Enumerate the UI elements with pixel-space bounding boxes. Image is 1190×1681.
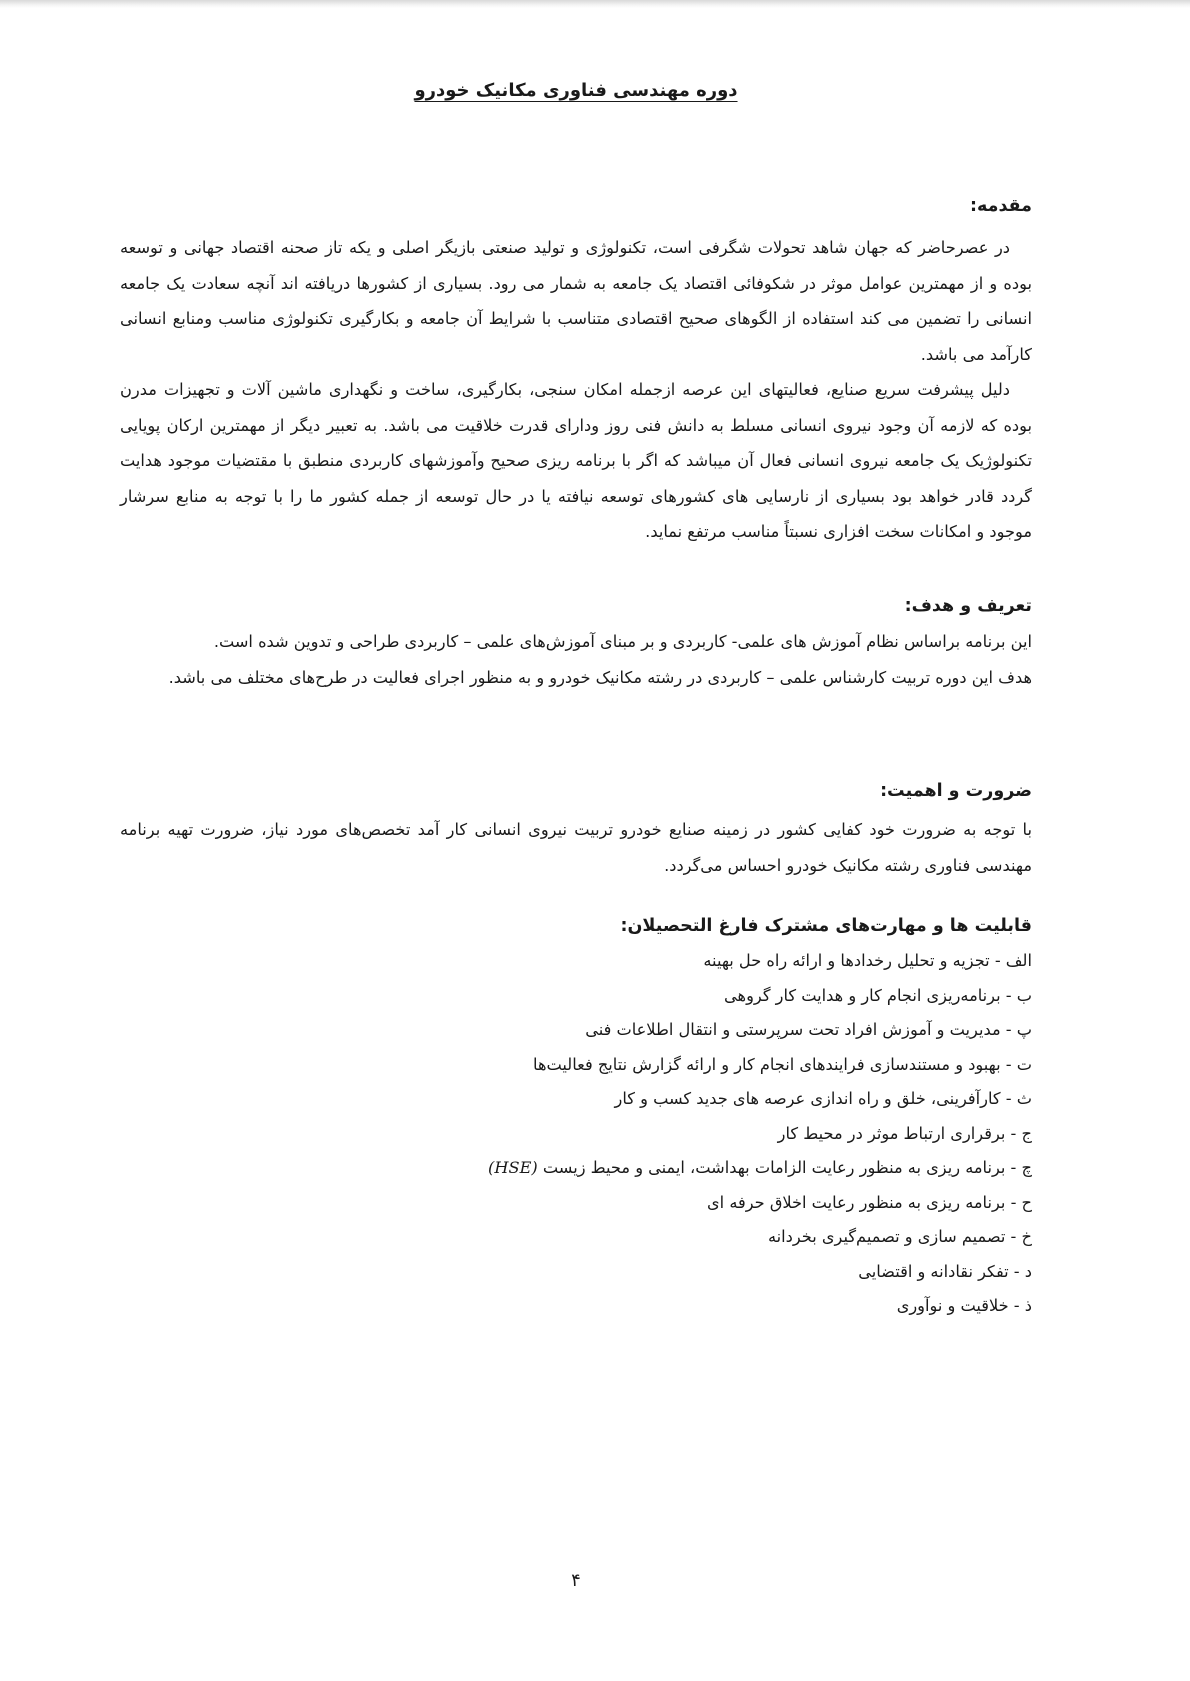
list-item: پ - مدیریت و آموزش افراد تحت سرپرستی و انتقال اطلاعات فنی	[585, 1020, 1032, 1039]
definition-heading: تعریف و هدف:	[904, 596, 1032, 616]
list-item: ث - کارآفرینی، خلق و راه اندازی عرصه های جدید کسب و کار	[614, 1089, 1032, 1108]
necessity-paragraph: با توجه به ضرورت خود کفایی کشور در زمینه صنایع خودرو تربیت نیروی انسانی کار آمد تخصص‌های مورد نیاز، ضرورت تهیه برنامه مهندسی فناوری رشته مکانیک خودرو احساس می‌گردد.	[120, 820, 1032, 875]
intro-paragraph-1: در عصرحاضر که جهان شاهد تحولات شگرفی است، تکنولوژی و تولید صنعتی بازیگر اصلی و یکه تاز صحنه اقتصاد جهانی و توسعه بوده و از مهمترین عوامل موثر در شکوفائی اقتصاد یک جامعه به شمار می رود. بسیاری از کشورها دریافته اند آنچه سعادت یک جامعه انسانی را تضمین می کند استفاده از الگوهای صحیح اقتصادی متناسب با شرایط آن جامعه و بکارگیری تکنولوژی مناسب ومنابع انسانی کارآمد می باشد.	[120, 238, 1032, 364]
skills-heading: قابلیت ها و مهارت‌های مشترک فارغ التحصیلان:	[620, 916, 1032, 936]
list-item: ت - بهبود و مستندسازی فرایندهای انجام کار و ارائه گزارش نتایج فعالیت‌ها	[533, 1054, 1032, 1074]
list-item	[488, 1151, 1032, 1186]
hse-label: (HSE)	[488, 1158, 538, 1177]
necessity-heading: ضرورت و اهمیت:	[880, 781, 1032, 801]
list-item: ح - برنامه ریزی به منظور رعایت اخلاق حرفه ای	[707, 1192, 1032, 1212]
list-item: د - تفکر نقادانه و اقتضایی	[858, 1261, 1032, 1281]
document-page	[120, 0, 1032, 1681]
intro-paragraph-2: دلیل پیشرفت سریع صنایع، فعالیتهای این عرصه ازجمله امکان سنجی، بکارگیری، ساخت و نگهداری ماشین آلات و تجهیزات مدرن بوده که لازمه آن وجود نیروی انسانی مسلط به دانش فنی روز ودارای قدرت خلاقیت می باشد. به تعبیر دیگر از مهمترین ارکان پویایی تکنولوژیک یک جامعه نیروی انسانی فعال آن میباشد که اگر با برنامه ریزی صحیح وآموزشهای کاربردی منطبق با مقتضیات موجود هدایت گردد قادر خواهد بود بسیاری از نارسایی های کشورهای توسعه نیافته یا در حال توسعه از جمله کشور ما را با توجه به منابع سرشار موجود و امکانات سخت افزاری نسبتاً مناسب مرتفع نماید.	[120, 380, 1032, 541]
list-item: ب - برنامه‌ریزی انجام کار و هدایت کار گروهی	[724, 985, 1032, 1005]
list-item: ج - برقراری ارتباط موثر در محیط کار	[777, 1123, 1032, 1143]
definition-paragraph-2: هدف این دوره تربیت کارشناس علمی – کاربردی در رشته مکانیک خودرو و به منظور اجرای فعالیت در طرح‌های مختلف می باشد.	[168, 668, 1032, 687]
list-item-text: چ - برنامه ریزی به منظور رعایت الزامات بهداشت، ایمنی و محیط زیست	[542, 1158, 1032, 1177]
page-title: دوره مهندسی فناوری مکانیک خودرو	[414, 80, 738, 101]
definition-paragraph-1: این برنامه براساس نظام آموزش های علمی- کاربردی و بر مبنای آموزش‌های علمی – کاربردی طراحی و تدوین شده است.	[213, 632, 1032, 651]
list-item: خ - تصمیم سازی و تصمیم‌گیری بخردانه	[767, 1227, 1032, 1246]
intro-heading: مقدمه:	[970, 196, 1032, 216]
list-item: ذ - خلاقیت و نوآوری	[896, 1296, 1032, 1315]
page-number: ۴	[571, 1570, 581, 1591]
list-item: الف - تجزیه و تحلیل رخدادها و ارائه راه حل بهینه	[703, 951, 1032, 970]
skills-list	[488, 944, 1032, 1324]
